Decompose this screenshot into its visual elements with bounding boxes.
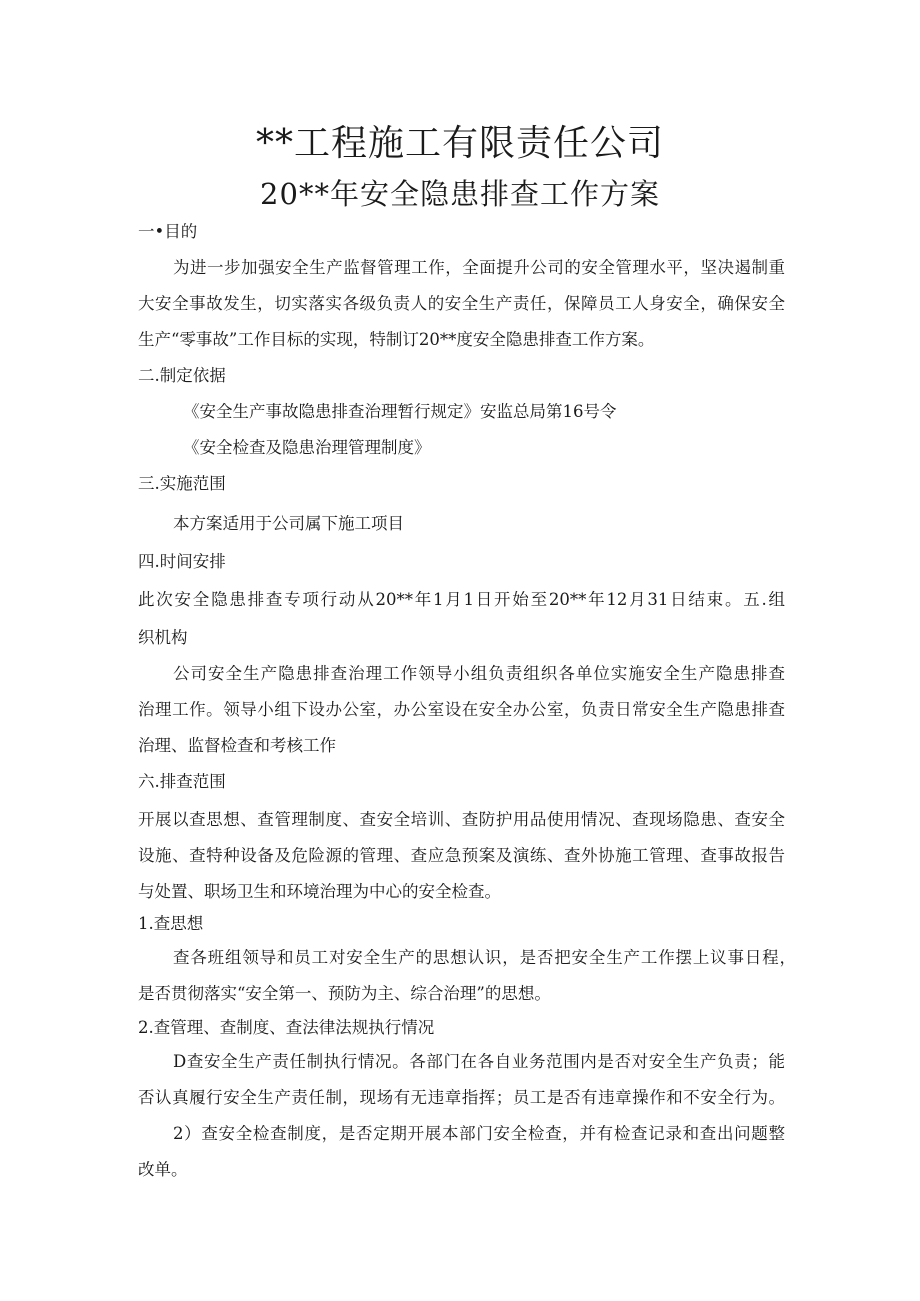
subsection-2-paragraph-line: D查安全生产责任制执行情况。各部门在各自业务范围内是否对安全生产负责；能 xyxy=(173,1052,785,1071)
basis-item: 《安全检查及隐患治理管理制度》 xyxy=(183,438,431,457)
subsection-2-heading: 2.查管理、查制度、查法律法规执行情况 xyxy=(138,1018,435,1037)
subsection-1-paragraph-line: 查各班组领导和员工对安全生产的思想认识，是否把安全生产工作摆上议事日程， xyxy=(173,948,796,967)
section-6-paragraph-line: 设施、查特种设备及危险源的管理、查应急预案及演练、查外协施工管理、查事故报告 xyxy=(138,846,785,865)
section-1-paragraph-line: 为进一步加强安全生产监督管理工作，全面提升公司的安全管理水平，坚决遏制重 xyxy=(173,258,785,277)
section-4-heading: 四.时间安排 xyxy=(138,552,226,571)
subsection-2-paragraph-line: 否认真履行安全生产责任制，现场有无违章指挥；员工是否有违章操作和不安全行为。 xyxy=(138,1088,785,1107)
section-5-paragraph-line: 公司安全生产隐患排查治理工作领导小组负责组织各单位实施安全生产隐患排查 xyxy=(173,664,785,683)
subsection-1-paragraph-line: 是否贯彻落实“安全第一、预防为主、综合治理”的思想。 xyxy=(138,984,551,1003)
section-3-paragraph: 本方案适用于公司属下施工项目 xyxy=(173,514,404,533)
section-1-paragraph-line: 生产“零事故”工作目标的实现，特制订20**度安全隐患排查工作方案。 xyxy=(138,330,655,349)
subsection-1-heading: 1.查思想 xyxy=(138,914,204,933)
basis-item: 《安全生产事故隐患排查治理暂行规定》安监总局第16号令 xyxy=(183,402,617,421)
plan-title: 20**年安全隐患排查工作方案 xyxy=(260,177,660,211)
section-4-paragraph-line: 此次安全隐患排查专项行动从20**年1月1日开始至20**年12月31日结束。五.组 xyxy=(138,590,785,609)
section-6-paragraph-line: 开展以查思想、查管理制度、查安全培训、查防护用品使用情况、查现场隐患、查安全 xyxy=(138,810,785,829)
subsection-2-paragraph-line: 2）查安全检查制度，是否定期开展本部门安全检查，并有检查记录和查出问题整 xyxy=(173,1124,785,1143)
section-6-heading: 六.排查范围 xyxy=(138,772,226,791)
section-2-heading: 二.制定依据 xyxy=(138,366,226,385)
subsection-2-paragraph-line: 改单。 xyxy=(138,1160,188,1179)
section-4-paragraph-line: 织机构 xyxy=(138,628,188,647)
section-5-paragraph-line: 治理、监督检查和考核工作 xyxy=(138,736,336,755)
section-1-paragraph-line: 大安全事故发生，切实落实各级负责人的安全生产责任，保障员工人身安全，确保安全 xyxy=(138,294,785,313)
section-6-paragraph-line: 与处置、职场卫生和环境治理为中心的安全检查。 xyxy=(138,882,501,901)
section-5-paragraph-line: 治理工作。领导小组下设办公室，办公室设在安全办公室，负责日常安全生产隐患排查 xyxy=(138,700,785,719)
company-title: **工程施工有限责任公司 xyxy=(255,123,664,164)
section-3-heading: 三.实施范围 xyxy=(138,474,226,493)
section-1-heading: 一•目的 xyxy=(138,222,198,241)
